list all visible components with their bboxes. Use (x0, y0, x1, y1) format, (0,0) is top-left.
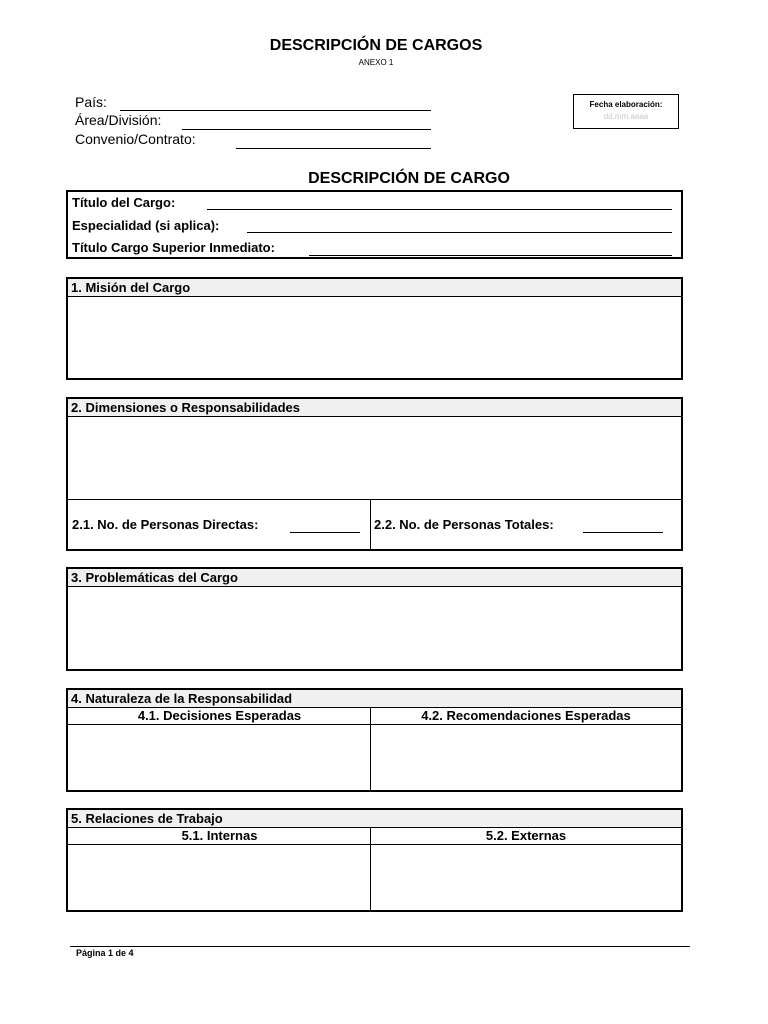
problematicas-content[interactable] (68, 587, 681, 669)
dimensiones-content[interactable] (68, 417, 681, 499)
footer-divider (70, 946, 690, 947)
convenio-field[interactable] (236, 148, 431, 149)
fecha-label: Fecha elaboración: (589, 100, 663, 109)
area-field[interactable] (182, 129, 431, 130)
recomendaciones-content[interactable] (371, 725, 681, 790)
dimensiones-column-divider (370, 499, 371, 549)
problematicas-box (66, 567, 683, 671)
relaciones-header: 5. Relaciones de Trabajo (68, 810, 681, 828)
decisiones-content[interactable] (68, 725, 370, 790)
problematicas-header: 3. Problemáticas del Cargo (68, 569, 681, 587)
superior-field[interactable] (309, 255, 672, 256)
mision-box (66, 277, 683, 380)
cargo-section-title: DESCRIPCIÓN DE CARGO (308, 170, 510, 187)
mision-header: 1. Misión del Cargo (68, 279, 681, 297)
personas-directas-field[interactable] (290, 532, 360, 533)
page-number: Página 1 de 4 (76, 948, 134, 958)
externas-content[interactable] (371, 845, 681, 910)
cargo-info-box (66, 190, 683, 259)
relaciones-box (66, 808, 683, 912)
personas-totales-field[interactable] (583, 532, 663, 533)
titulo-cargo-label: Título del Cargo: (72, 195, 176, 210)
personas-totales-label: 2.2. No. de Personas Totales: (374, 517, 554, 532)
pais-label: País: (75, 94, 107, 110)
internas-header: 5.1. Internas (68, 828, 371, 845)
decisiones-header: 4.1. Decisiones Esperadas (68, 708, 371, 725)
document-title: DESCRIPCIÓN DE CARGOS (269, 37, 483, 54)
titulo-cargo-field[interactable] (207, 209, 672, 210)
recomendaciones-header: 4.2. Recomendaciones Esperadas (371, 708, 681, 725)
area-label: Área/División: (75, 112, 162, 128)
internas-content[interactable] (68, 845, 370, 910)
naturaleza-box (66, 688, 683, 792)
fecha-placeholder: dd.mm.aaaa (603, 112, 649, 121)
externas-header: 5.2. Externas (371, 828, 681, 845)
convenio-label: Convenio/Contrato: (75, 131, 196, 147)
dimensiones-divider (68, 499, 681, 500)
superior-label: Título Cargo Superior Inmediato: (72, 240, 275, 255)
mision-content[interactable] (68, 297, 681, 378)
document-subtitle: ANEXO 1 (358, 58, 394, 67)
personas-directas-label: 2.1. No. de Personas Directas: (72, 517, 259, 532)
pais-field[interactable] (120, 110, 431, 111)
dimensiones-box (66, 397, 683, 551)
fecha-elaboracion-box[interactable] (573, 94, 679, 129)
especialidad-label: Especialidad (si aplica): (72, 218, 220, 233)
naturaleza-header: 4. Naturaleza de la Responsabilidad (68, 690, 681, 708)
especialidad-field[interactable] (247, 232, 672, 233)
dimensiones-header: 2. Dimensiones o Responsabilidades (68, 399, 681, 417)
